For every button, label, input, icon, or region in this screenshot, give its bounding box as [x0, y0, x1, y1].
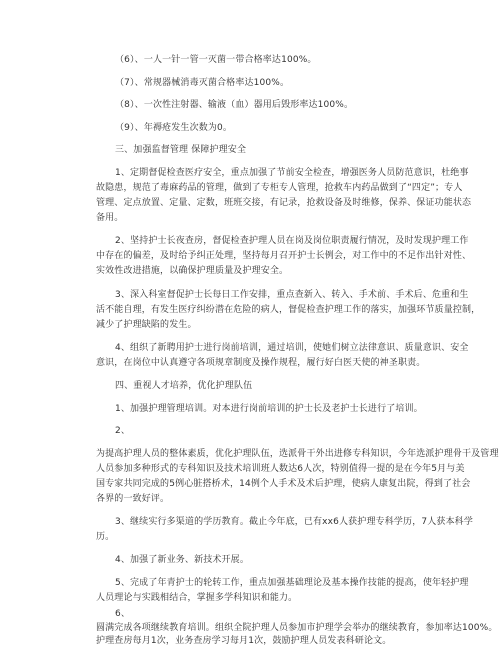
text-line: 备用。 — [96, 213, 124, 223]
text-line: 圆满完成各项继续教育培训。组织全院护理人员参加市护理学会举办的继续教育，参加率达100%。 — [96, 623, 498, 633]
text-line: （9）、年褥疮发生次数为0。 — [115, 123, 233, 133]
text-line: 历。 — [96, 532, 115, 542]
text-line: （8）、一次性注射器、输液（血）器用后毁形率达100%。 — [115, 100, 354, 110]
text-line: 人员参加多种形式的专科知识及技术培训班人数达6人次，特别值得一提的是在今年5月与美 — [96, 464, 465, 474]
text-line: 4、加强了新业务、新技术开展。 — [115, 555, 249, 565]
text-line: 活不能自理，有发生医疗纠纷潜在危险的病人，督促检查护理工作的落实，加强环节质量控制， — [96, 305, 481, 315]
text-line: 管理、定点放置、定量、定数，班班交接，有记录，抢救设备及时维修，保养、保证功能状态 — [96, 198, 472, 208]
text-line: 国专家共同完成的5例心脏搭桥术，14例个人手术及术后护理，使病人康复出院，得到了社会 — [96, 479, 471, 489]
text-line: 3、深入科室督促护士长每日工作安排，重点查新入、转入、手术前、手术后、危重和生 — [115, 290, 469, 300]
text-line: 1、加强护理管理培训。对本进行岗前培训的护士长及老护士长进行了培训。 — [115, 404, 423, 414]
section-heading: 三、加强监督管理 保障护理安全 — [115, 145, 247, 155]
text-line: 3、继续实行多渠道的学历教育。截止今年底，已有xx6人获护理专科学历，7人获本科学 — [115, 517, 473, 527]
text-line: （7）、常规器械消毒灭菌合格率达100%。 — [115, 78, 290, 88]
text-line: 2、坚持护士长夜查房，督促检查护理人员在岗及岗位职责履行情况，及时发现护理工作 — [115, 236, 469, 246]
text-line: 护理查房每月1次，业务查房学习每月1次，鼓励护理人员发表科研论文。 — [96, 636, 392, 646]
text-line: 6、 — [115, 609, 131, 619]
section-heading: 四、重视人才培养，优化护理队伍 — [115, 381, 253, 391]
text-line: （6）、一人一针一管一灭菌一带合格率达100%。 — [115, 55, 317, 65]
text-line: 各界的一致好评。 — [96, 494, 170, 504]
text-line: 4、组织了新聘用护士进行岗前培训，通过培训，使她们树立法律意识、质量意识、安全 — [115, 343, 469, 353]
text-line: 5、完成了年青护士的轮转工作，重点加强基础理论及基本操作技能的提高，使年轻护理 — [115, 578, 469, 588]
text-line: 意识，在岗位中认真遵守各项规章制度及操作规程，履行好白医天使的神圣职责。 — [96, 358, 426, 368]
text-line: 减少了护理缺陷的发生。 — [96, 320, 197, 330]
text-line: 实效性改进措施，以确保护理质量及护理安全。 — [96, 266, 289, 276]
text-line: 2、 — [115, 426, 131, 436]
text-line: 中存在的偏差，及时给予纠正处理，坚持每月召开护士长例会，对工作中的不足作出针对性、 — [96, 251, 472, 261]
text-line: 故隐患，规范了毒麻药品的管理，做到了专柜专人管理，抢救车内药品做到了“四定”；专人 — [96, 183, 463, 193]
text-line: 为提高护理人员的整体素质，优化护理队伍，选派骨干外出进修专科知识，今年选派护理骨干及管理 — [96, 449, 499, 459]
text-line: 人员理论与实践相结合，掌握多学科知识和能力。 — [96, 593, 298, 603]
text-line: 1、定期督促检查医疗安全，重点加强了节前安全检查，增强医务人员防范意识，杜绝事 — [115, 168, 469, 178]
